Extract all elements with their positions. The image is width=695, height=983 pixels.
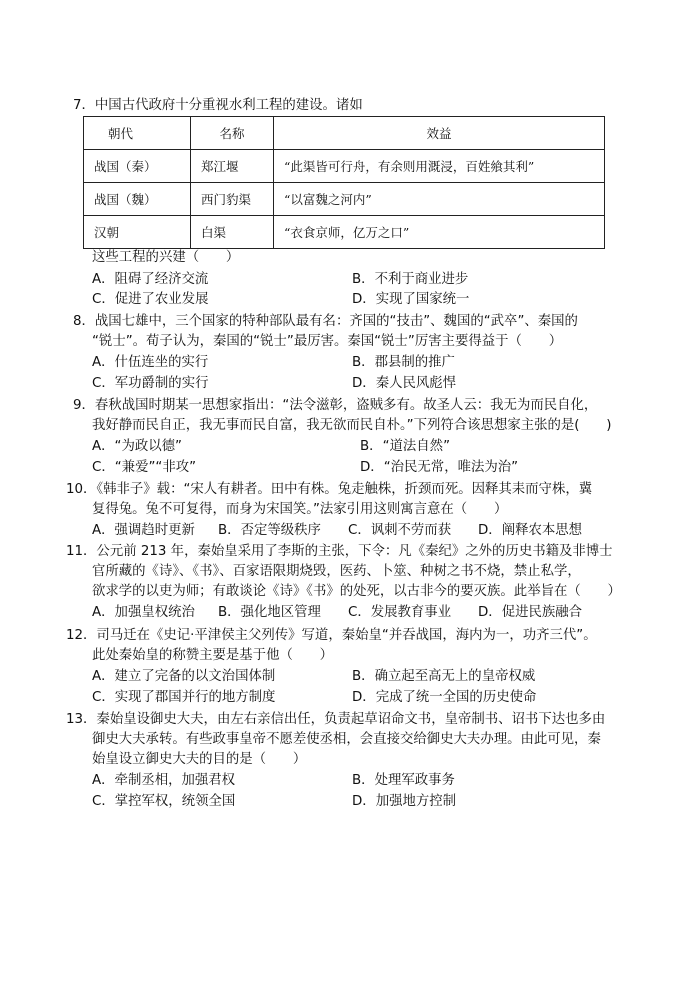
- q11-option-b[interactable]: B．强化地区管理: [218, 605, 321, 620]
- q13-option-b[interactable]: B．处理军政事务: [352, 773, 455, 788]
- table-header-dynasty: 朝代: [84, 117, 191, 150]
- table-row: [84, 150, 605, 183]
- table-cell: 汉朝: [84, 216, 191, 249]
- q10-option-c[interactable]: C．讽刺不劳而获: [348, 523, 452, 538]
- q7-option-b[interactable]: B．不利于商业进步: [352, 272, 469, 287]
- q10-line1: 10．《韩非子》载：“宋人有耕者。田中有株。兔走触株，折颈而死。因释其耒而守株，冀: [66, 482, 593, 497]
- q9-option-a[interactable]: A．“为政以德”: [92, 439, 182, 454]
- q8-option-d[interactable]: D．秦人民风彪悍: [352, 376, 457, 391]
- q8-option-c[interactable]: C．军功爵制的实行: [92, 376, 209, 391]
- q11-option-c[interactable]: C．发展教育事业: [348, 605, 452, 620]
- q11-line3: 欲求学的以吏为师；有敢谈论《诗》《书》的处死，以古非今的要灭族。此举旨在（ ）: [92, 584, 621, 599]
- q12-line2: 此处秦始皇的称赞主要是基于他（ ）: [92, 648, 334, 663]
- table-cell: 白渠: [191, 216, 274, 249]
- q9-option-c[interactable]: C．“兼爱”“非攻”: [92, 460, 197, 475]
- table-header-benefit: 效益: [274, 117, 605, 150]
- q10-option-b[interactable]: B．否定等级秩序: [218, 523, 321, 538]
- q8-option-a[interactable]: A．什伍连坐的实行: [92, 355, 209, 370]
- table-header-row: [84, 117, 605, 150]
- table-cell: 西门豹渠: [191, 183, 274, 216]
- q9-option-d[interactable]: D．“治民无常，唯法为治”: [360, 460, 519, 475]
- q12-option-c[interactable]: C．实现了郡国并行的地方制度: [92, 690, 276, 705]
- q7-option-c[interactable]: C．促进了农业发展: [92, 292, 209, 307]
- q7-tail: 这些工程的兴建（ ）: [92, 250, 240, 265]
- table-cell: 战国（魏）: [84, 183, 191, 216]
- q12-option-b[interactable]: B．确立起至高无上的皇帝权威: [352, 669, 536, 684]
- q10-option-d[interactable]: D．阐释农本思想: [478, 523, 583, 538]
- q13-option-c[interactable]: C．掌控军权，统领全国: [92, 794, 236, 809]
- q7-table: [83, 116, 605, 249]
- q9-line2: 我好静而民自正，我无事而民自富，我无欲而民自朴。”下列符合该思想家主张的是( ): [92, 418, 612, 433]
- q8-option-b[interactable]: B．郡县制的推广: [352, 355, 455, 370]
- table-cell: 郑江堰: [191, 150, 274, 183]
- q10-line2: 复得兔。兔不可复得，而身为宋国笑。”法家引用这则寓言意在（ ）: [92, 502, 508, 517]
- q13-option-d[interactable]: D．加强地方控制: [352, 794, 457, 809]
- table-cell: “此渠皆可行舟，有余则用溉浸，百姓飨其利”: [274, 150, 605, 183]
- q7-option-a[interactable]: A．阻碍了经济交流: [92, 272, 209, 287]
- q11-line1: 11．公元前 213 年，秦始皇采用了李斯的主张，下令：凡《秦纪》之外的历史书籍及非博士: [66, 544, 613, 559]
- q13-option-a[interactable]: A．牵制丞相，加强君权: [92, 773, 236, 788]
- q12-option-d[interactable]: D．完成了统一全国的历史使命: [352, 690, 537, 705]
- q7-stem: 7．中国古代政府十分重视水利工程的建设。诸如: [73, 98, 363, 113]
- q13-line3: 始皇设立御史大夫的目的是（ ）: [92, 752, 307, 767]
- q10-option-a[interactable]: A．强调趋时更新: [92, 523, 195, 538]
- q12-option-a[interactable]: A．建立了完备的以文治国体制: [92, 669, 276, 684]
- table-header-name: 名称: [191, 117, 274, 150]
- q12-line1: 12．司马迁在《史记·平津侯主父列传》写道，秦始皇“并吞战国，海内为一，功齐三代”。: [66, 628, 597, 643]
- q11-option-d[interactable]: D．促进民族融合: [478, 605, 583, 620]
- table-cell: “以富魏之河内”: [274, 183, 605, 216]
- q11-line2: 官所藏的《诗》、《书》、百家语限期烧毁，医药、卜筮、种树之书不烧，禁止私学，: [92, 564, 581, 579]
- q9-line1: 9．春秋战国时期某一思想家指出：“法令滋彰，盗贼多有。故圣人云：我无为而民自化，: [73, 398, 598, 413]
- q13-line1: 13．秦始皇设御史大夫，由左右亲信出任，负责起草诏命文书，皇帝制书、诏书下达也多由: [66, 712, 606, 727]
- q8-line1: 8．战国七雄中，三个国家的特种部队最有名：齐国的“技击”、魏国的“武卒”、秦国的: [73, 314, 578, 329]
- q8-line2: “锐士”。荀子认为，秦国的“锐士”最厉害。秦国“锐士”厉害主要得益于（ ）: [92, 334, 563, 349]
- q7-option-d[interactable]: D．实现了国家统一: [352, 292, 470, 307]
- table-cell: 战国（秦）: [84, 150, 191, 183]
- q13-line2: 御史大夫承转。有些政事皇帝不愿差使丞相，会直接交给御史大夫办理。由此可见，秦: [92, 732, 601, 747]
- table-row: [84, 216, 605, 249]
- table-row: [84, 183, 605, 216]
- q11-option-a[interactable]: A．加强皇权统治: [92, 605, 195, 620]
- table-cell: “衣食京师，亿万之口”: [274, 216, 605, 249]
- q9-option-b[interactable]: B．“道法自然”: [360, 439, 451, 454]
